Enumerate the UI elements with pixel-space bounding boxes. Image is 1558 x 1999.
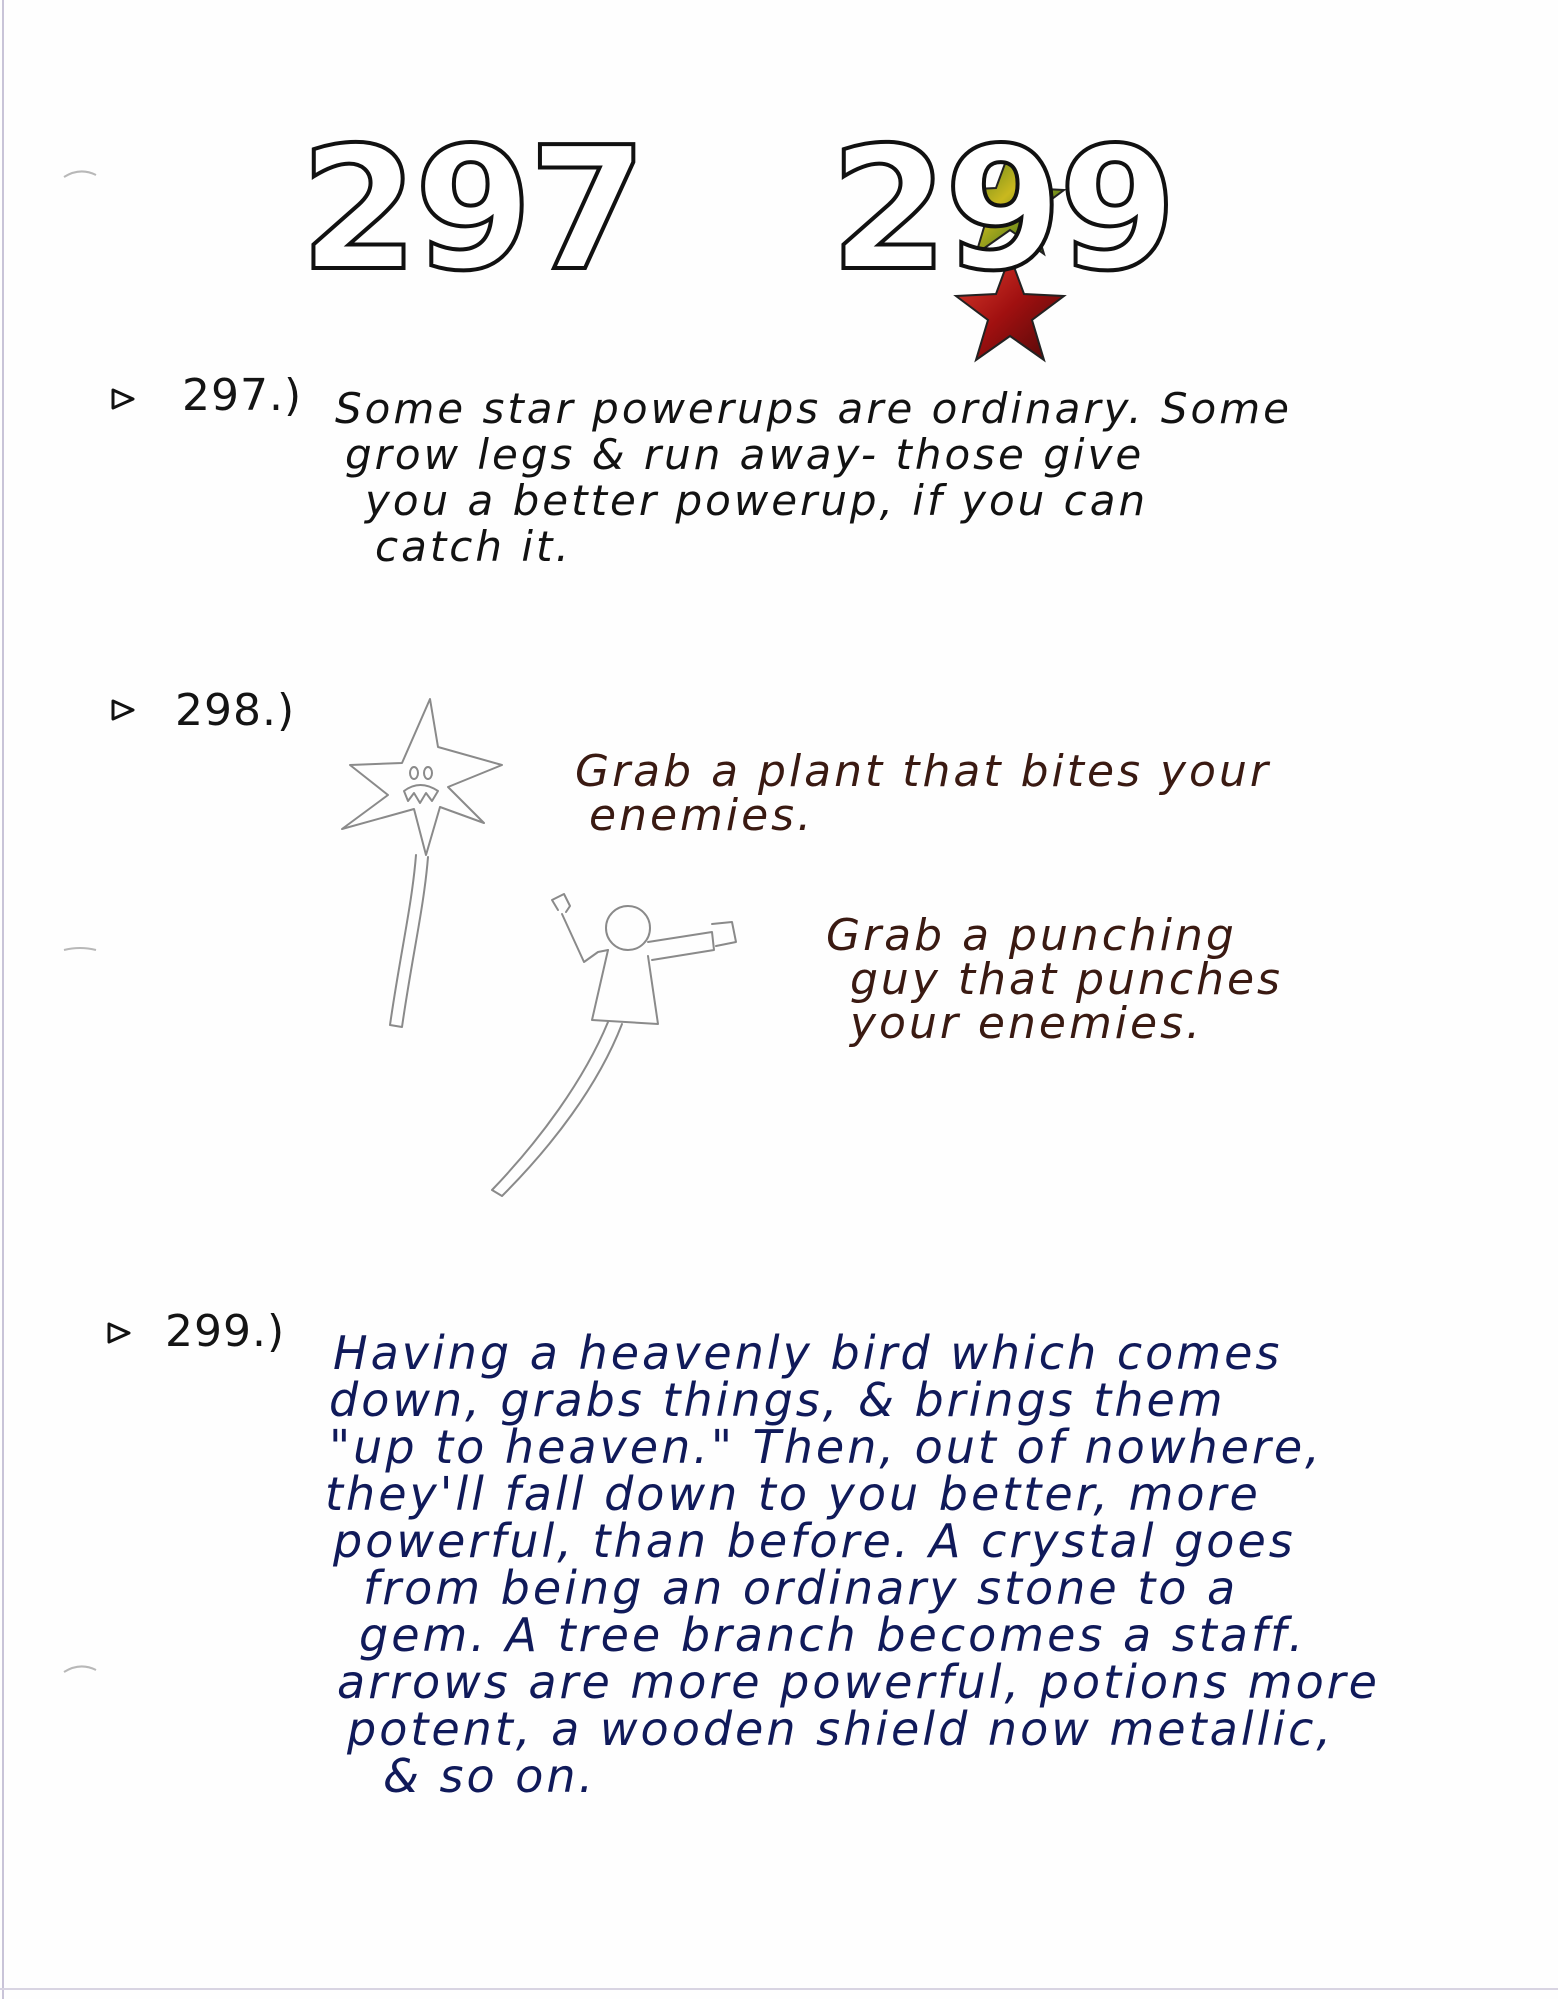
entry-text: [325, 1326, 1380, 1803]
text-line: they'll fall down to you better, more: [325, 1467, 1261, 1521]
text-line: arrows are more powerful, potions more: [337, 1655, 1380, 1709]
text-line: "up to heaven." Then, out of nowhere,: [329, 1420, 1323, 1474]
text-line: your enemies.: [850, 998, 1204, 1049]
text-line: catch it.: [375, 522, 572, 571]
entry-number: 299.): [165, 1306, 286, 1357]
text-line: gem. A tree branch becomes a staff.: [359, 1608, 1307, 1662]
triangle-bullet-icon: [106, 1320, 132, 1346]
title-first-number: 297: [300, 111, 643, 309]
text-line: down, grabs things, & brings them: [329, 1373, 1226, 1427]
left-margin-line: [2, 0, 4, 1999]
text-line: Some star powerups are ordinary. Some: [335, 384, 1293, 433]
text-line: guy that punches: [850, 954, 1283, 1005]
text-line: Having a heavenly bird which comes: [333, 1326, 1283, 1380]
text-line: & so on.: [383, 1749, 597, 1803]
entry-number: 297.): [182, 370, 303, 421]
bottom-edge-line: [0, 1988, 1558, 1990]
entry-number: 298.): [175, 685, 296, 736]
text-line: enemies.: [589, 790, 815, 841]
text-line: you a better powerup, if you can: [365, 476, 1149, 525]
triangle-bullet-icon: [110, 386, 136, 412]
hole-punch-mark-icon: [60, 1660, 100, 1676]
punching-guy-caption: [826, 910, 1283, 1049]
text-line: potent, a wooden shield now metallic,: [347, 1702, 1335, 1756]
plant-caption: [575, 746, 1271, 841]
title-last-number: 299: [830, 111, 1173, 309]
hole-punch-mark-icon: [60, 165, 100, 181]
triangle-bullet-icon: [110, 697, 136, 723]
text-line: powerful, than before. A crystal goes: [333, 1514, 1296, 1568]
text-line: Grab a plant that bites your: [575, 746, 1271, 797]
text-line: Grab a punching: [826, 910, 1237, 961]
page-title: [290, 110, 1190, 310]
text-line: grow legs & run away- those give: [345, 430, 1145, 479]
text-line: from being an ordinary stone to a: [363, 1561, 1239, 1615]
entry-text: [335, 386, 1292, 570]
hole-punch-mark-icon: [60, 940, 100, 956]
punching-guy-sketch: [480, 890, 750, 1200]
